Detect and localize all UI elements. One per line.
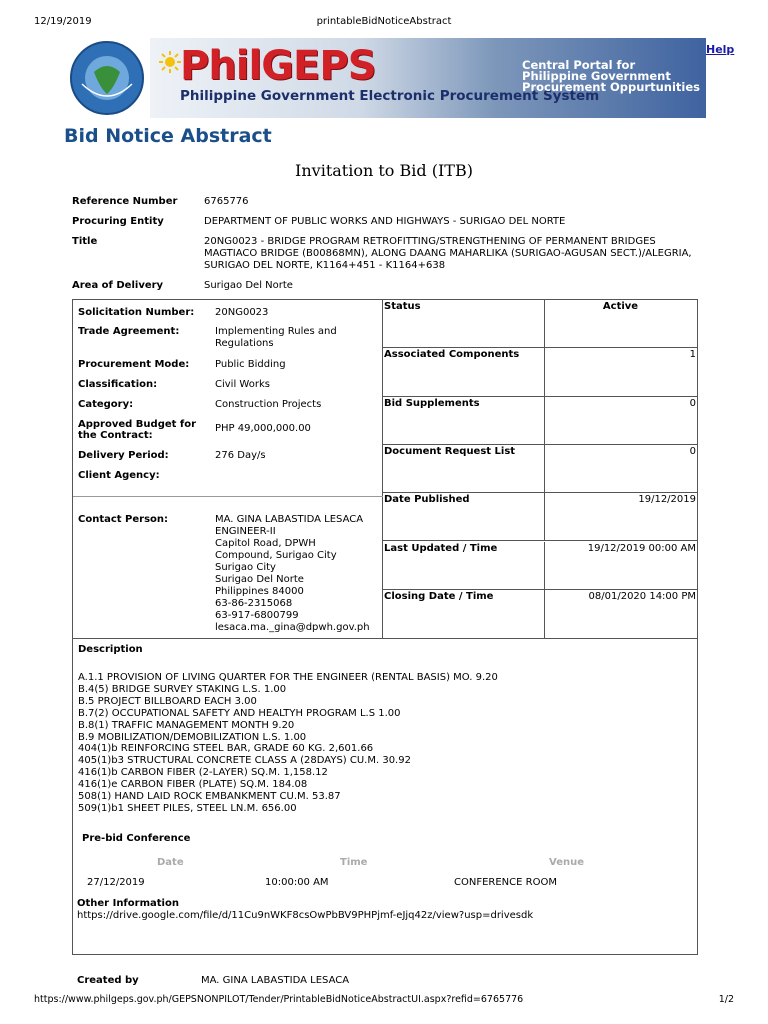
other-info-link[interactable]: https://drive.google.com/file/d/11Cu9nWKF8csOwPbBV9PHPjmf-eJjq42z/view?usp=drivesdk — [77, 910, 534, 921]
contact-country: Philippines 84000 — [215, 586, 304, 597]
divider — [73, 496, 383, 497]
field-label: Document Request List — [384, 445, 516, 457]
field-value: 0 — [544, 445, 697, 492]
prebid-venue-header: Venue — [549, 857, 584, 868]
field-value: 6765776 — [204, 196, 249, 207]
prebid-date: 27/12/2019 — [87, 877, 145, 888]
prebid-title: Pre-bid Conference — [82, 833, 191, 844]
field-value: Civil Works — [215, 379, 270, 390]
field-label: Bid Supplements — [384, 397, 480, 409]
description-line: 416(1)b CARBON FIBER (2-LAYER) SQ.M. 1,158.12 — [78, 767, 328, 779]
page-title: Bid Notice Abstract — [64, 125, 272, 147]
field-value: 20NG0023 — [215, 307, 269, 318]
status-cell — [383, 300, 697, 348]
description-title: Description — [78, 644, 143, 655]
print-url: https://www.philgeps.gov.ph/GEPSNONPILOT/Tender/PrintableBidNoticeAbstractUI.aspx?refid=6765776 — [34, 994, 524, 1005]
details-left-column — [73, 300, 383, 638]
philgeps-banner — [64, 38, 706, 118]
portal-line: Procurement Oppurtunities — [522, 80, 700, 94]
closing-date-cell — [383, 590, 697, 638]
title-row — [72, 236, 702, 276]
print-title: printableBidNoticeAbstract — [316, 16, 452, 27]
field-value: 0 — [544, 397, 697, 444]
field-label: Trade Agreement: — [78, 326, 180, 337]
contact-email: lesaca.ma._gina@dpwh.gov.ph — [215, 622, 370, 633]
field-value: 20NG0023 - BRIDGE PROGRAM RETROFITTING/STRENGTHENING OF PERMANENT BRIDGES MAGTIACO BRIDGE (B00868MN), ALONG DAANG MAHARLIKA (SURIGAO-AGUSAN SECT.)/ALEGRIA, SURIGAO DEL NORTE, K1164+451 - K1164+638 — [204, 236, 692, 271]
banner-subtitle: Philippine Government Electronic Procurement System — [180, 88, 600, 104]
field-value: Public Bidding — [215, 359, 286, 370]
description-line: 405(1)b3 STRUCTURAL CONCRETE CLASS A (28DAYS) CU.M. 30.92 — [78, 755, 411, 767]
field-label: Approved Budget for the Contract: — [78, 419, 197, 441]
bid-supplements-cell — [383, 397, 697, 445]
description-lines — [78, 672, 498, 815]
portal-line: Philippine Government — [522, 69, 671, 83]
contact-phone: 63-86-2315068 — [215, 598, 293, 609]
field-value: PHP 49,000,000.00 — [215, 423, 311, 434]
field-label: Last Updated / Time — [384, 542, 498, 554]
field-label: Title — [72, 236, 98, 247]
description-section — [73, 638, 697, 814]
field-label: Delivery Period: — [78, 450, 169, 461]
contact-mobile: 63-917-6800799 — [215, 610, 299, 621]
prebid-date-header: Date — [157, 857, 184, 868]
prebid-time: 10:00:00 AM — [265, 877, 329, 888]
notice-title: Invitation to Bid (ITB) — [295, 161, 473, 180]
philgeps-logo: PhilGEPS — [180, 43, 376, 89]
field-label: Procuring Entity — [72, 216, 164, 227]
description-line: B.8(1) TRAFFIC MANAGEMENT MONTH 9.20 — [78, 719, 295, 731]
procuring-entity-row — [72, 216, 702, 228]
description-line: A.1.1 PROVISION OF LIVING QUARTER FOR THE ENGINEER (RENTAL BASIS) MO. 9.20 — [78, 672, 498, 683]
portal-text — [522, 60, 700, 93]
field-label: Date Published — [384, 494, 470, 506]
document-request-list-cell — [383, 445, 697, 493]
associated-components-cell — [383, 348, 697, 396]
description-line: 404(1)b REINFORCING STEEL BAR, GRADE 60 KG. 2,601.66 — [78, 743, 374, 755]
contact-name: MA. GINA LABASTIDA LESACA — [215, 514, 364, 525]
contact-address: Capitol Road, DPWH — [215, 538, 316, 549]
description-line: B.4(5) BRIDGE SURVEY STAKING L.S. 1.00 — [78, 683, 287, 695]
contact-position: ENGINEER-II — [215, 526, 276, 537]
field-label: Closing Date / Time — [384, 590, 494, 602]
help-link[interactable]: Help — [706, 43, 735, 56]
field-label: Reference Number — [72, 196, 178, 207]
contact-details — [215, 514, 383, 634]
field-value: MA. GINA LABASTIDA LESACA — [201, 975, 350, 986]
date-published-cell — [383, 493, 697, 541]
page-number: 1/2 — [718, 994, 734, 1005]
description-line: B.5 PROJECT BILLBOARD EACH 3.00 — [78, 695, 257, 707]
philgeps-seal-icon — [64, 38, 150, 118]
sun-icon — [158, 50, 182, 74]
last-updated-cell — [383, 542, 697, 590]
field-value: 08/01/2020 14:00 PM — [544, 590, 697, 638]
prebid-venue: CONFERENCE ROOM — [454, 877, 557, 888]
field-label: Solicitation Number: — [78, 307, 195, 318]
field-label: Contact Person: — [78, 514, 169, 525]
description-line: B.9 MOBILIZATION/DEMOBILIZATION L.S. 1.00 — [78, 731, 307, 743]
contact-address: Compound, Surigao City — [215, 550, 337, 561]
status-badge: Active — [544, 300, 697, 347]
field-value: 19/12/2019 00:00 AM — [544, 542, 697, 589]
field-label: Area of Delivery — [72, 280, 164, 291]
print-footer — [34, 994, 734, 1008]
area-of-delivery-row — [72, 280, 702, 292]
field-label: Status — [384, 301, 421, 312]
description-line: 509(1)b1 SHEET PILES, STEEL LN.M. 656.00 — [78, 802, 297, 814]
field-label: Client Agency: — [78, 470, 160, 481]
field-value: 276 Day/s — [215, 450, 266, 461]
print-date: 12/19/2019 — [34, 16, 92, 27]
field-label: Classification: — [78, 379, 158, 390]
reference-number-row — [72, 196, 702, 208]
description-line: 508(1) HAND LAID ROCK EMBANKMENT CU.M. 53.87 — [78, 791, 341, 803]
field-label: Category: — [78, 399, 134, 410]
portal-line: Central Portal for — [522, 58, 636, 72]
field-label: Procurement Mode: — [78, 359, 190, 370]
field-label: Associated Components — [384, 349, 520, 361]
banner-band — [150, 38, 706, 118]
print-header — [34, 16, 734, 30]
contact-city: Surigao City — [215, 562, 276, 573]
other-info-title: Other Information — [77, 898, 179, 909]
field-value: Surigao Del Norte — [204, 280, 293, 291]
field-value: Implementing Rules and Regulations — [215, 326, 337, 349]
description-line: B.7(2) OCCUPATIONAL SAFETY AND HEALTYH PROGRAM L.S 1.00 — [78, 707, 401, 719]
field-value: Construction Projects — [215, 399, 322, 410]
details-right-column — [383, 300, 697, 638]
field-value: 1 — [544, 348, 697, 395]
field-value: 19/12/2019 — [544, 493, 697, 540]
prebid-time-header: Time — [340, 857, 368, 868]
description-line: 416(1)e CARBON FIBER (PLATE) SQ.M. 184.08 — [78, 779, 308, 791]
field-value: DEPARTMENT OF PUBLIC WORKS AND HIGHWAYS - SURIGAO DEL NORTE — [204, 216, 566, 227]
contact-province: Surigao Del Norte — [215, 574, 304, 585]
field-label: Created by — [77, 975, 139, 986]
